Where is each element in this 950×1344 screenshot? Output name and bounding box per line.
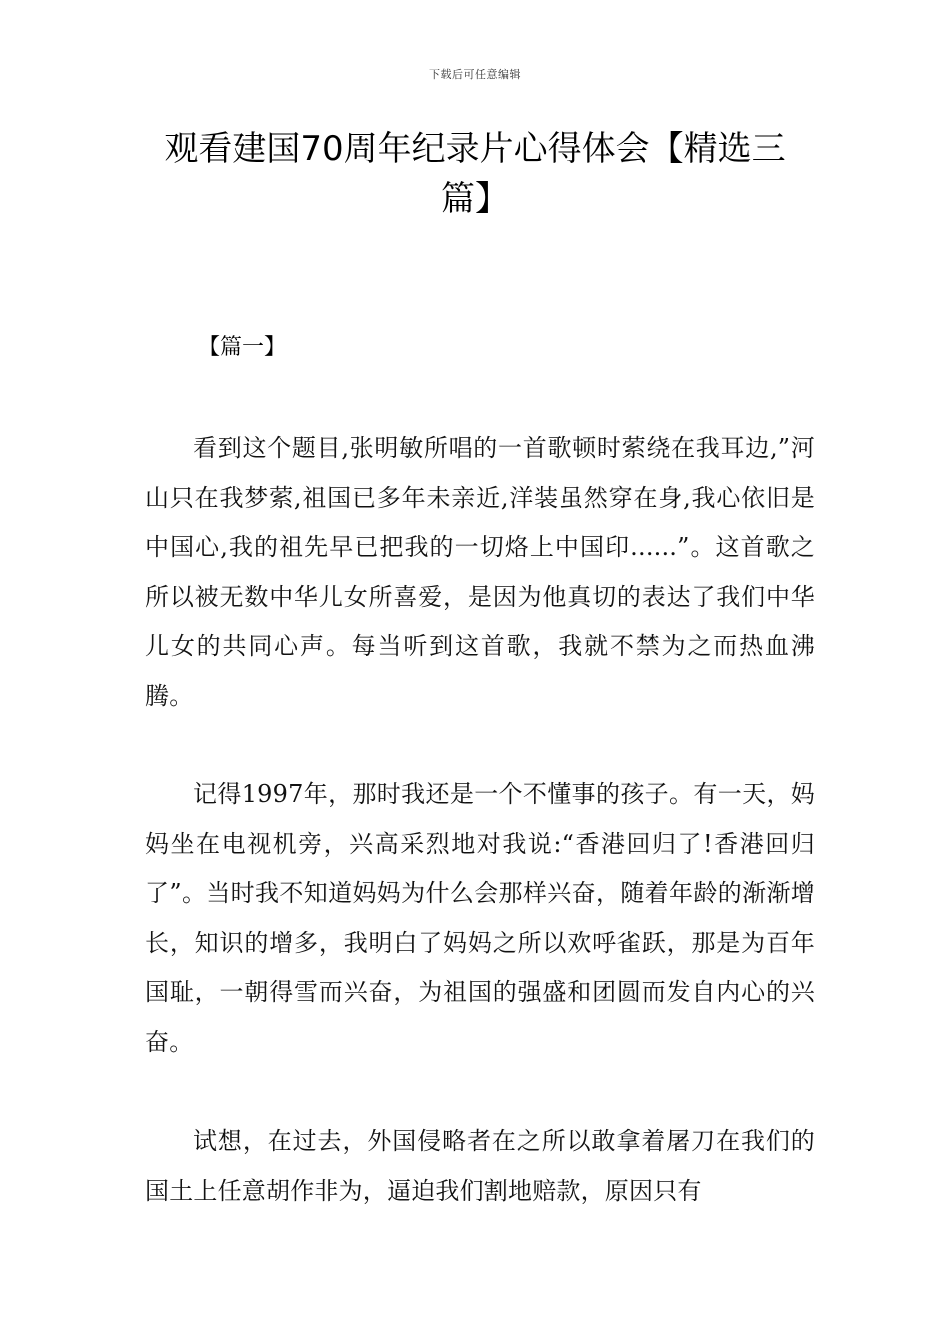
- section-heading: 【篇一】: [198, 335, 287, 360]
- paragraph: 看到这个题目,张明敏所唱的一首歌顿时萦绕在我耳边,”河山只在我梦萦,祖国已多年未亲近,洋装虽然穿在身,我心依旧是中国心,我的祖先早已把我的一切烙上中国印......”。这首歌之所以被无数中华儿女所喜爱，是因为他真切的表达了我们中华儿女的共同心声。每当听到这首歌，我就不禁为之而热血沸腾。: [145, 434, 815, 710]
- header-note: 下载后可任意编辑: [429, 68, 521, 81]
- paragraph: 试想，在过去，外国侵略者在之所以敢拿着屠刀在我们的国土上任意胡作非为，逼迫我们割地赔款，原因只有: [145, 1127, 815, 1205]
- paragraph: 记得1997年，那时我还是一个不懂事的孩子。有一天，妈妈坐在电视机旁，兴高采烈地对我说:“香港回归了!香港回归了”。当时我不知道妈妈为什么会那样兴奋，随着年龄的渐渐增长，知识的增多，我明白了妈妈之所以欢呼雀跃，那是为百年国耻，一朝得雪而兴奋，为祖国的强盛和团圆而发自内心的兴奋。: [145, 780, 815, 1056]
- document-title: 观看建国70周年纪录片心得体会【精选三篇】: [164, 129, 786, 219]
